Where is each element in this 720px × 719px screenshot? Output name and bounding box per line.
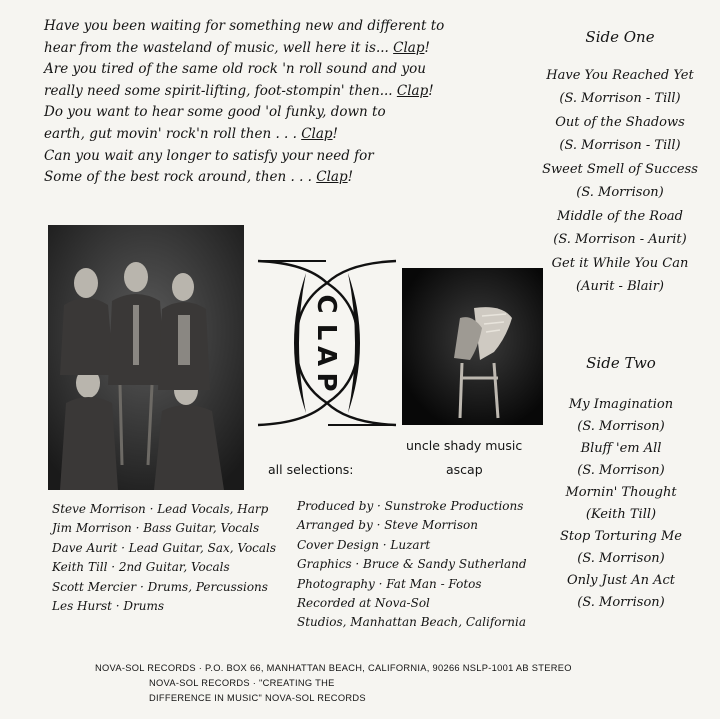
- track-title: Sweet Smell of Success: [542, 161, 698, 177]
- member-credit: Jim Morrison · Bass Guitar, Vocals: [52, 521, 260, 536]
- track-writer: (S. Morrison - Till): [559, 138, 681, 153]
- intro-line: earth, gut movin' rock'n roll then . . . Clap!: [44, 125, 338, 142]
- boots-photo: [402, 268, 543, 425]
- side-two-tracklist: [546, 352, 696, 614]
- track-title: My Imagination: [568, 397, 674, 412]
- intro-paragraph: [44, 16, 484, 189]
- production-credit: Recorded at Nova-Sol: [297, 596, 430, 611]
- track-writer: (S. Morrison): [577, 595, 665, 610]
- clap-word: Clap: [316, 169, 348, 186]
- track-writer: (S. Morrison - Till): [559, 91, 681, 106]
- publishing-label: all selections:: [268, 462, 354, 477]
- band-photo-image: [48, 225, 244, 490]
- logo-letter: C: [311, 294, 341, 314]
- track-writer: (S. Morrison): [577, 419, 665, 434]
- track-title: Only Just An Act: [566, 573, 676, 588]
- clap-logo: [256, 243, 398, 443]
- production-credit: Produced by · Sunstroke Productions: [297, 499, 524, 513]
- production-credit: Photography · Fat Man - Fotos: [297, 576, 482, 591]
- intro-line: really need some spirit-lifting, foot-stompin' then... Clap!: [44, 82, 434, 99]
- track-title: Middle of the Road: [557, 208, 683, 224]
- intro-line: Do you want to hear some good 'ol funky, down to: [44, 104, 386, 121]
- track-writer: (S. Morrison): [577, 463, 665, 478]
- track-title: Out of the Shadows: [555, 114, 685, 130]
- track-writer: (Keith Till): [585, 507, 657, 522]
- track-writer: (S. Morrison - Aurit): [553, 232, 687, 247]
- clap-word: Clap: [301, 125, 333, 142]
- publisher-name: uncle shady music: [406, 438, 523, 453]
- member-credit: Les Hurst · Drums: [52, 599, 165, 614]
- side-one-tracklist: [540, 26, 700, 299]
- track-title: Get it While You Can: [551, 255, 689, 271]
- logo-letter: A: [311, 345, 341, 367]
- member-credit: Scott Mercier · Drums, Percussions: [52, 579, 268, 594]
- clap-word: Clap: [393, 39, 425, 56]
- production-credit: Graphics · Bruce & Sandy Sutherland: [297, 557, 527, 572]
- track-title: Stop Torturing Me: [560, 529, 682, 544]
- footer-address: NOVA-SOL RECORDS · P.O. BOX 66, MANHATTAN BEACH, CALIFORNIA, 90266 NSLP-1001 AB STEREO: [95, 663, 572, 673]
- track-title: Mornin' Thought: [565, 485, 677, 500]
- band-photo: [48, 225, 244, 490]
- track-title: Have You Reached Yet: [546, 67, 694, 83]
- production-credits: [297, 497, 527, 633]
- footer-slogan-1: NOVA-SOL RECORDS · "CREATING THE: [149, 678, 335, 688]
- publisher-society: ascap: [446, 462, 483, 477]
- band-members: [52, 500, 276, 616]
- logo-letter: L: [311, 323, 341, 341]
- production-credit: Arranged by · Steve Morrison: [297, 518, 478, 533]
- member-credit: Steve Morrison · Lead Vocals, Harp: [52, 502, 269, 516]
- footer-slogan-2: DIFFERENCE IN MUSIC" NOVA-SOL RECORDS: [149, 693, 366, 703]
- intro-line: Are you tired of the same old rock 'n roll sound and you: [44, 61, 426, 78]
- intro-line: Can you wait any longer to satisfy your need for: [44, 147, 374, 164]
- clap-word: Clap: [396, 82, 429, 99]
- side-two-heading: Side Two: [586, 354, 656, 372]
- track-writer: (S. Morrison): [576, 185, 664, 200]
- clap-logo-art: [256, 243, 398, 443]
- production-credit: Cover Design · Luzart: [297, 537, 431, 552]
- production-credit: Studios, Manhattan Beach, California: [297, 615, 526, 630]
- intro-line: Have you been waiting for something new and different to: [44, 18, 445, 34]
- intro-line: Some of the best rock around, then . . . Clap!: [44, 169, 354, 186]
- track-title: Bluff 'em All: [580, 441, 662, 456]
- track-writer: (Aurit - Blair): [576, 279, 664, 294]
- track-writer: (S. Morrison): [577, 551, 665, 566]
- member-credit: Keith Till · 2nd Guitar, Vocals: [52, 560, 230, 575]
- logo-letter: P: [311, 372, 341, 392]
- member-credit: Dave Aurit · Lead Guitar, Sax, Vocals: [52, 540, 277, 555]
- side-one-heading: Side One: [585, 28, 655, 46]
- intro-line: hear from the wasteland of music, well here it is... Clap!: [44, 39, 430, 56]
- boots-photo-image: [402, 268, 543, 425]
